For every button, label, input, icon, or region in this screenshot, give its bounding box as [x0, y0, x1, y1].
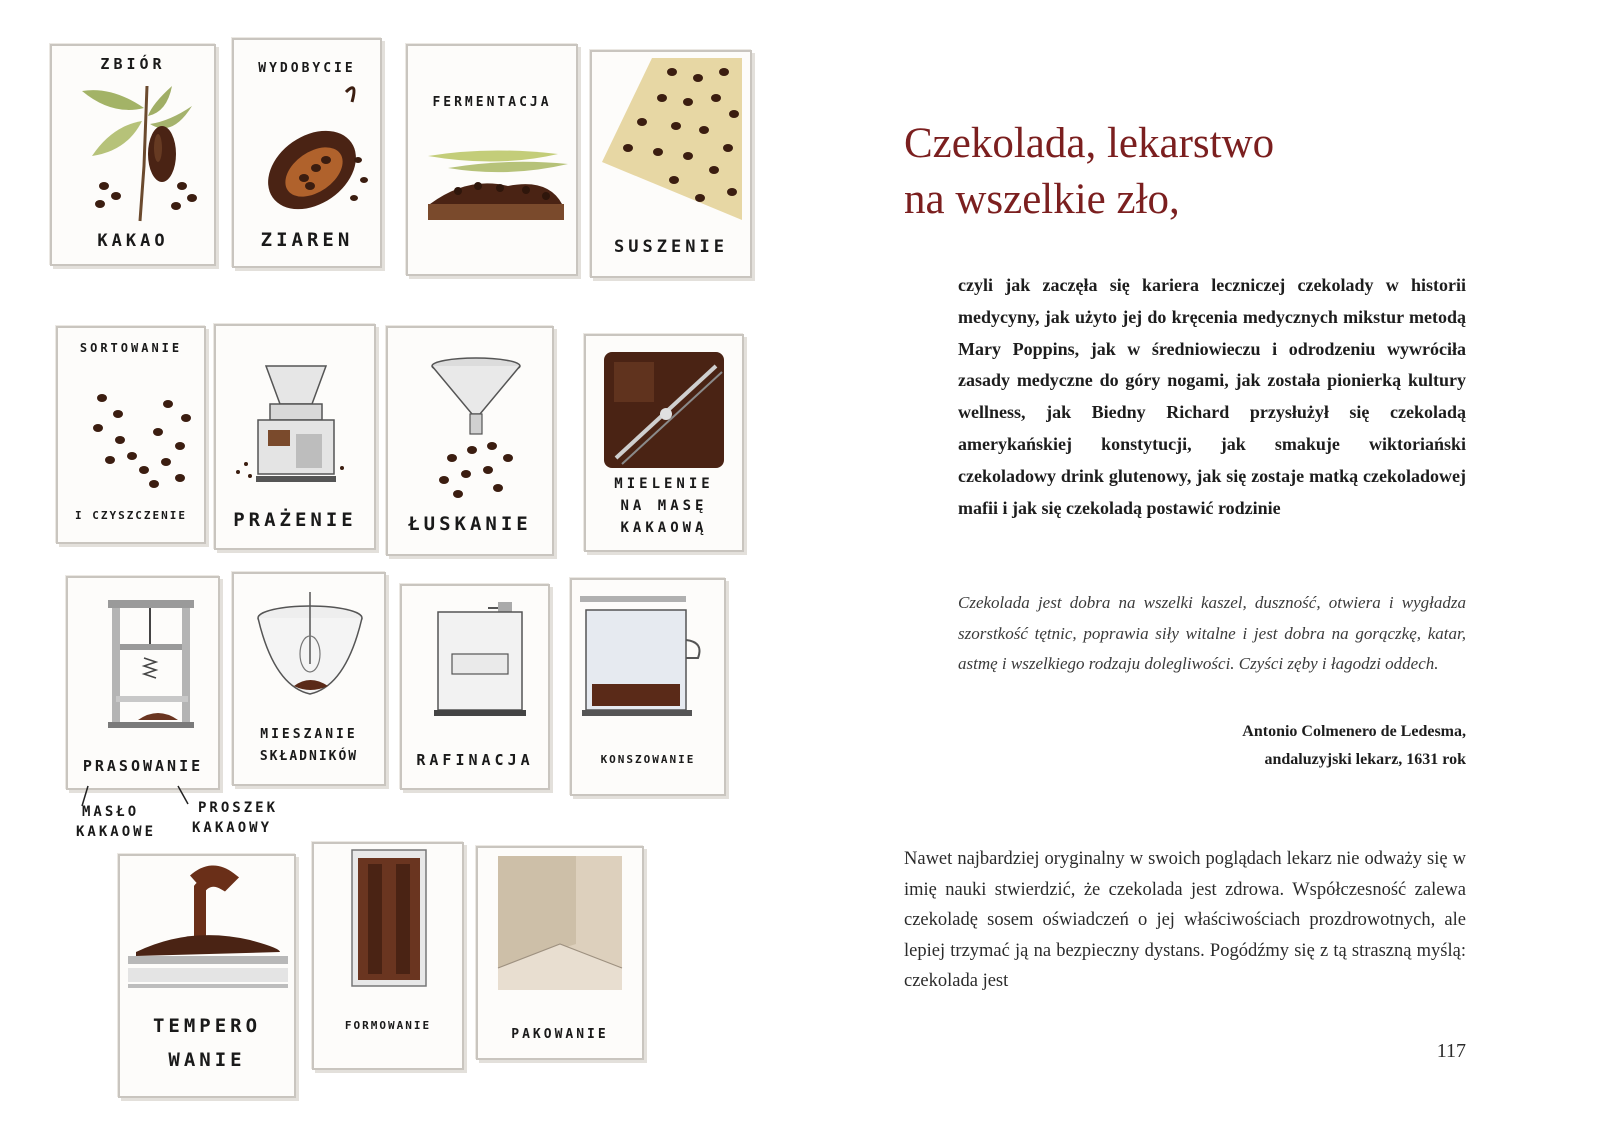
card-label-line2: NA MASĘ: [620, 498, 708, 514]
card-label-line2: SKŁADNIKÓW: [259, 749, 359, 764]
branch-left-line1: MASŁO: [82, 804, 140, 820]
card-label-line1: MIESZANIE: [260, 727, 358, 742]
card-label-line1: MIELENIE: [614, 476, 714, 492]
card-pressing: [66, 576, 220, 790]
card-tempering: [118, 854, 296, 1098]
card-bottom-label: KAKAO: [97, 231, 169, 251]
epigraph-attribution: [1100, 718, 1466, 774]
card-bottom-label: ZIAREN: [260, 229, 354, 251]
card-label-line3: KAKAOWĄ: [620, 520, 708, 536]
card-bottom-label: ŁUSKANIE: [408, 513, 532, 535]
card-bottom-label: FORMOWANIE: [344, 1019, 432, 1032]
card-top-label: SORTOWANIE: [79, 341, 183, 355]
card-bottom-label: KONSZOWANIE: [600, 753, 696, 766]
card-bottom-label: I CZYSZCZENIE: [74, 509, 188, 522]
page-number: 117: [1436, 1040, 1466, 1062]
card-sorting: [56, 326, 206, 544]
card-label-line1: TEMPERO: [152, 1015, 262, 1037]
card-bottom-label: PAKOWANIE: [511, 1027, 609, 1042]
body-paragraph: Nawet najbardziej oryginalny w swoich poglądach lekarz nie odważy się w imię nauki stwierdzić, że czekolada jest zdrowa. Współczesność zalewa czekoladę sosem oświadczeń o jej właściwościach prozdrowotnych, ale lepiej trzymać ją na bezpieczny dystans. Pogódźmy się z tą straszną myślą: czekolada jest: [904, 849, 1466, 991]
card-top-label: FERMENTACJA: [432, 95, 552, 110]
card-shelling: [386, 326, 554, 556]
chapter-title: [904, 116, 1274, 228]
card-label-line2: WANIE: [168, 1049, 246, 1071]
fermentation-crate-illustration: [408, 46, 576, 274]
card-bottom-label: PRASOWANIE: [82, 757, 204, 775]
chapter-title-line2: na wszelkie zło,: [904, 176, 1180, 223]
right-page-text: [800, 0, 1600, 1147]
card-grinding: [584, 334, 744, 552]
card-conching: [570, 578, 726, 796]
attribution-line2: andaluzyjski lekarz, 1631 rok: [1264, 751, 1466, 768]
card-drying: [590, 50, 752, 278]
card-top-label: WYDOBYCIE: [258, 61, 356, 76]
chapter-title-line1: Czekolada, lekarstwo: [904, 120, 1275, 167]
branch-left-line2: KAKAOWE: [76, 824, 157, 840]
card-bottom-label: PRAŻENIE: [233, 509, 357, 531]
branch-right-line1: PROSZEK: [198, 800, 279, 816]
card-packaging: [476, 846, 644, 1060]
grinder-blade-illustration: [586, 336, 742, 550]
card-molding: [312, 842, 464, 1070]
card-cocoa-harvest: [50, 44, 216, 266]
chapter-subtitle: czyli jak zaczęła się kariera leczniczej czekolady w historii medycyny, jak użyto jej do kręcenia medycznych mikstur metodą Mary Poppins, jak w średniowieczu i odrodzeniu wywróciła zasady medyczne do góry nogami, jak została pionierką kultury wellness, jak Biedny Richard przysłużył się czekoladą amerykańskiej konstytucji, jak smakuje wiktoriański czekoladowy drink glutenowy, jak się zostaje matką czekoladowej mafii i jak się czekoladą postawić rodzinie: [958, 275, 1466, 518]
card-bean-extraction: [232, 38, 382, 268]
card-top-label: ZBIÓR: [100, 55, 166, 73]
epigraph-quote: Czekolada jest dobra na wszelki kaszel, duszność, otwiera i wygładza szorstkość tętnic, poprawia siły witalne i jest dobra na gorączkę, katar, astmę i wszelkiego rodzaju dolegliwości. Czyści zęby i łagodzi oddech.: [958, 593, 1466, 673]
attribution-line1: Antonio Colmenero de Ledesma,: [1242, 723, 1466, 740]
card-roasting: [214, 324, 376, 550]
card-fermentation: [406, 44, 578, 276]
card-mixing: [232, 572, 386, 786]
card-refining: [400, 584, 550, 790]
mold-illustration: [314, 844, 462, 1068]
card-bottom-label: RAFINACJA: [416, 751, 534, 769]
card-bottom-label: SUSZENIE: [614, 237, 728, 257]
branch-right-line2: KAKAOWY: [192, 820, 273, 836]
